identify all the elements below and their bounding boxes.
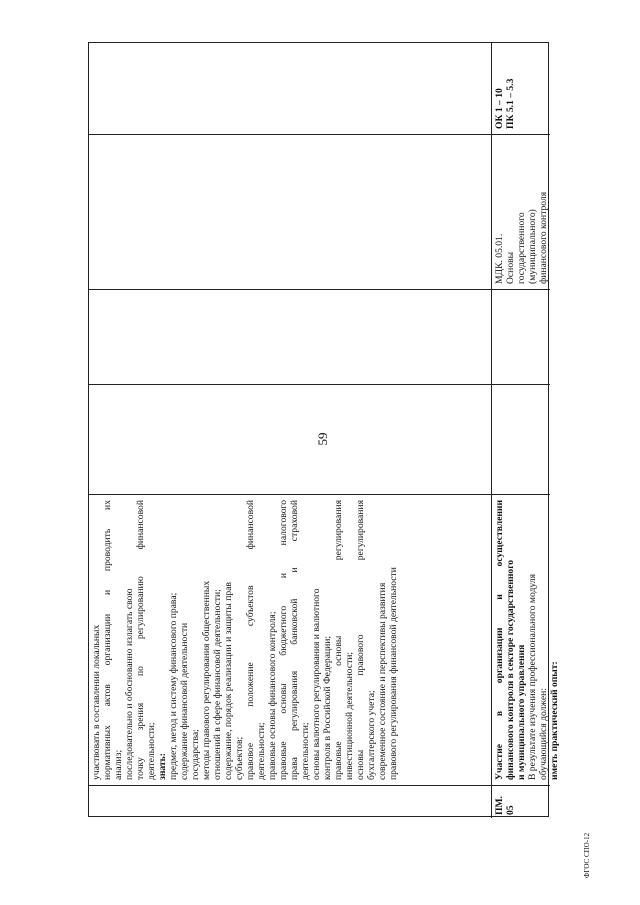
- content-line: правового регулирования финансовой деятельности: [388, 567, 399, 780]
- page-number: 59: [315, 432, 330, 446]
- content-line: деятельности;: [146, 722, 157, 780]
- empty-cell: [492, 290, 550, 385]
- competencies-cell: [89, 43, 491, 135]
- content-line: контроля в Российской Федерации;: [322, 635, 333, 780]
- mdk-cell: [89, 135, 491, 290]
- module-title-line: Участие в организации и осуществлении: [494, 500, 505, 780]
- mdk-line: финансового контроля: [538, 191, 549, 284]
- content-line: содержание, порядок реализации и защиты прав: [223, 582, 234, 780]
- curriculum-table: [88, 42, 560, 817]
- module-code-cell: [89, 786, 491, 818]
- content-line: содержание финансовой деятельности: [179, 622, 190, 780]
- competencies-cell: [492, 43, 550, 135]
- module-title-line: финансового контроля в секторе государственного: [505, 559, 516, 780]
- footer-standard-code: ФГОС СПО-12: [583, 832, 591, 878]
- content-line: права регулирования банковской и страховой: [289, 500, 300, 780]
- mdk-line: МДК. 05.01.: [494, 233, 505, 284]
- content-line: анализ;: [113, 749, 124, 780]
- mdk-line: Основы: [505, 251, 516, 284]
- content-line: участвовать в составлении локальных: [91, 624, 102, 780]
- table-row: [89, 43, 491, 818]
- know-heading: знать:: [157, 753, 168, 780]
- table-row: [491, 43, 560, 818]
- content-cell: [492, 495, 560, 786]
- content-cell: [89, 495, 491, 786]
- mdk-line: (муниципального): [527, 209, 538, 284]
- content-line: обучающийся должен:: [538, 688, 549, 780]
- empty-cell: [492, 385, 550, 495]
- content-line: точку зрения по регулированию финансовой: [135, 500, 146, 780]
- content-line: В результате изучения профессионального модуля: [527, 574, 538, 780]
- module-code-cell: ПМ. 05: [494, 796, 516, 815]
- content-line: нормативных актов организации и проводить их: [102, 500, 113, 780]
- empty-cell: [89, 290, 491, 385]
- content-line: правовые основы финансового контроля;: [267, 611, 278, 780]
- content-line: субъектов;: [234, 736, 245, 780]
- content-line: инвестиционной деятельности;: [344, 651, 355, 780]
- experience-heading: иметь практический опыт:: [549, 661, 560, 780]
- content-line: бухгалтерского учета;: [366, 690, 377, 780]
- module-title-line: и муниципального управления: [516, 644, 527, 780]
- content-line: предмет, метод и систему финансового права;: [168, 592, 179, 780]
- content-line: деятельности;: [300, 722, 311, 780]
- competency-line: ПК 5.1 – 5.3: [505, 78, 516, 129]
- content-line: основы правового регулирования: [355, 500, 366, 780]
- content-line: государства;: [190, 729, 201, 780]
- mdk-cell: [492, 135, 550, 290]
- content-line: отношений в сфере финансовой деятельности;: [212, 589, 223, 780]
- content-line: правовое положение субъектов финансовой: [245, 500, 256, 780]
- content-line: последовательно и обоснованно излагать свою: [124, 588, 135, 780]
- content-line: правовые основы бюджетного и налогового: [278, 500, 289, 780]
- content-line: деятельности;: [256, 722, 267, 780]
- content-line: основы валютного регулирования и валютного: [311, 588, 322, 780]
- mdk-line: государственного: [516, 212, 527, 284]
- competency-line: ОК 1 – 10: [494, 88, 505, 129]
- content-line: методы правового регулирования общественных: [201, 580, 212, 780]
- content-line: современное состояние и перспективы развития: [377, 582, 388, 780]
- empty-cell: [89, 385, 491, 495]
- content-line: правовые основы регулирования: [333, 500, 344, 780]
